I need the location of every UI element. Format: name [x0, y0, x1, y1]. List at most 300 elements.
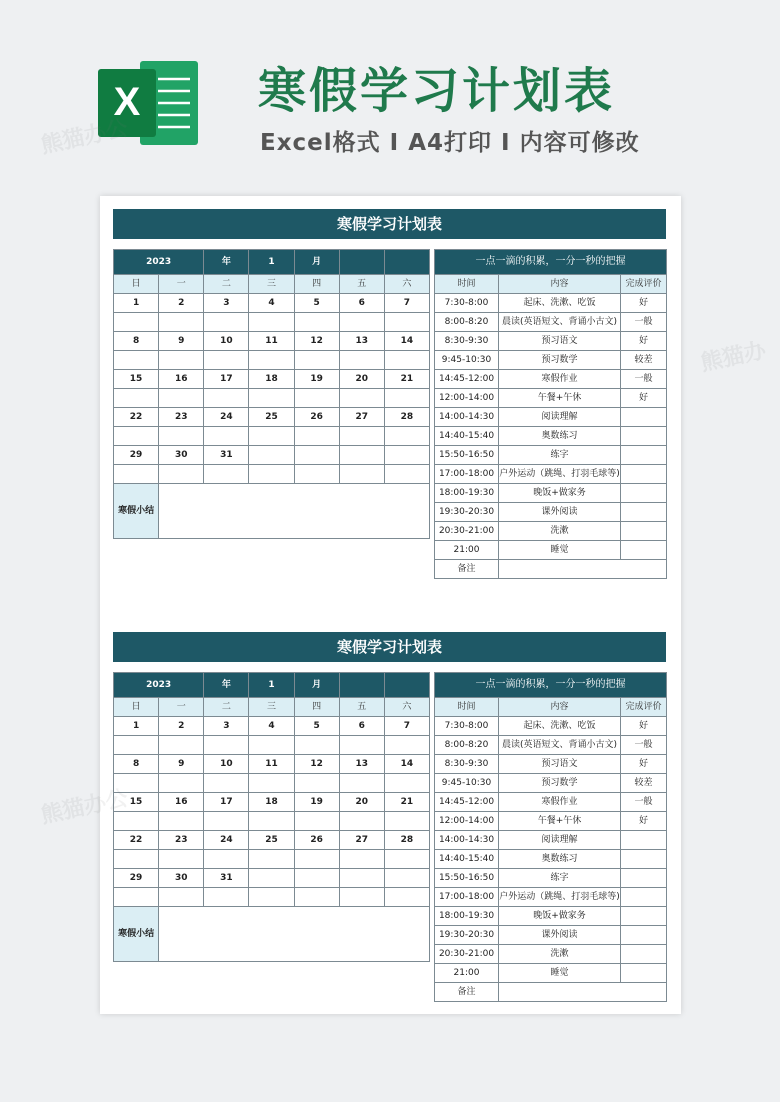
- weekday-cell: 日: [114, 698, 159, 717]
- schedule-row: [435, 313, 667, 332]
- evaluation-cell: 一般: [621, 736, 667, 755]
- evaluation-cell: [621, 850, 667, 869]
- blank-cell: [159, 389, 204, 408]
- blank-cell: [204, 465, 249, 484]
- date-row: [114, 370, 430, 389]
- date-cell: 20: [339, 793, 384, 812]
- blank-cell: [159, 465, 204, 484]
- activity-cell: 预习语文: [499, 332, 621, 351]
- date-cell: 25: [249, 408, 294, 427]
- time-cell: 15:50-16:50: [435, 446, 499, 465]
- blank-cell: [384, 465, 429, 484]
- blank-cell: [294, 774, 339, 793]
- time-cell: 21:00: [435, 541, 499, 560]
- date-cell: [384, 869, 429, 888]
- schedule-header-cell: 完成评价: [621, 275, 667, 294]
- blank-row: [114, 736, 430, 755]
- blank-cell: [249, 812, 294, 831]
- main-title: 寒假学习计划表: [258, 63, 616, 119]
- date-cell: 15: [114, 370, 159, 389]
- weekday-cell: 日: [114, 275, 159, 294]
- date-cell: 24: [204, 408, 249, 427]
- year-label: 年: [204, 673, 249, 698]
- blank-cell: [249, 774, 294, 793]
- month-label: 月: [294, 673, 339, 698]
- activity-cell: 练字: [499, 869, 621, 888]
- schedule-row: [435, 755, 667, 774]
- activity-cell: 寒假作业: [499, 370, 621, 389]
- evaluation-cell: 好: [621, 755, 667, 774]
- schedule-row: [435, 351, 667, 370]
- weekday-row: [114, 698, 430, 717]
- date-cell: 27: [339, 408, 384, 427]
- empty-cell: [384, 250, 429, 275]
- blank-cell: [294, 736, 339, 755]
- schedule-row: [435, 465, 667, 484]
- blank-cell: [114, 888, 159, 907]
- time-cell: 7:30-8:00: [435, 717, 499, 736]
- date-cell: [339, 446, 384, 465]
- blank-cell: [294, 427, 339, 446]
- schedule-row: [435, 888, 667, 907]
- evaluation-cell: 一般: [621, 370, 667, 389]
- date-cell: 5: [294, 717, 339, 736]
- blank-cell: [159, 888, 204, 907]
- date-cell: 28: [384, 408, 429, 427]
- page-header: [0, 0, 780, 190]
- evaluation-cell: [621, 541, 667, 560]
- date-cell: 10: [204, 755, 249, 774]
- schedule-row: [435, 427, 667, 446]
- blank-cell: [294, 888, 339, 907]
- blank-cell: [159, 774, 204, 793]
- date-cell: 7: [384, 294, 429, 313]
- weekday-cell: 一: [159, 698, 204, 717]
- blank-cell: [114, 736, 159, 755]
- evaluation-cell: [621, 408, 667, 427]
- schedule-row: [435, 945, 667, 964]
- blank-row: [114, 427, 430, 446]
- blank-cell: [159, 736, 204, 755]
- date-cell: 16: [159, 793, 204, 812]
- blank-cell: [114, 389, 159, 408]
- year-cell: 2023: [114, 250, 204, 275]
- date-row: [114, 869, 430, 888]
- blank-cell: [204, 812, 249, 831]
- time-cell: 9:45-10:30: [435, 774, 499, 793]
- evaluation-cell: 好: [621, 332, 667, 351]
- blank-cell: [339, 736, 384, 755]
- blank-cell: [339, 351, 384, 370]
- evaluation-cell: [621, 907, 667, 926]
- time-cell: 8:30-9:30: [435, 332, 499, 351]
- blank-cell: [339, 465, 384, 484]
- date-cell: 18: [249, 370, 294, 389]
- activity-cell: 起床、洗漱、吃饭: [499, 717, 621, 736]
- blank-row: [114, 774, 430, 793]
- time-cell: 15:50-16:50: [435, 869, 499, 888]
- time-cell: 8:00-8:20: [435, 736, 499, 755]
- month-cell: 1: [249, 250, 294, 275]
- evaluation-cell: 一般: [621, 793, 667, 812]
- date-row: [114, 717, 430, 736]
- activity-cell: 课外阅读: [499, 503, 621, 522]
- schedule-row: [435, 850, 667, 869]
- blank-cell: [249, 313, 294, 332]
- date-cell: 13: [339, 755, 384, 774]
- activity-cell: 课外阅读: [499, 926, 621, 945]
- time-cell: 12:00-14:00: [435, 812, 499, 831]
- date-cell: 8: [114, 332, 159, 351]
- evaluation-cell: [621, 503, 667, 522]
- blank-cell: [294, 351, 339, 370]
- blank-cell: [249, 351, 294, 370]
- note-content: [499, 983, 667, 1002]
- blank-cell: [204, 313, 249, 332]
- date-cell: 6: [339, 294, 384, 313]
- activity-cell: 晨读(英语短文、背诵小古文): [499, 313, 621, 332]
- blank-cell: [384, 812, 429, 831]
- date-cell: 7: [384, 717, 429, 736]
- schedule-row: [435, 793, 667, 812]
- blank-cell: [204, 736, 249, 755]
- schedule-row: [435, 774, 667, 793]
- evaluation-cell: [621, 484, 667, 503]
- note-row: [435, 983, 667, 1002]
- blank-cell: [294, 313, 339, 332]
- date-cell: [294, 869, 339, 888]
- date-cell: 30: [159, 869, 204, 888]
- blank-cell: [384, 774, 429, 793]
- date-cell: 17: [204, 793, 249, 812]
- evaluation-cell: [621, 427, 667, 446]
- watermark: 熊猫办: [698, 338, 769, 377]
- evaluation-cell: [621, 446, 667, 465]
- blank-cell: [339, 389, 384, 408]
- evaluation-cell: [621, 945, 667, 964]
- schedule-row: [435, 370, 667, 389]
- blank-cell: [384, 850, 429, 869]
- blank-cell: [384, 427, 429, 446]
- date-cell: 3: [204, 717, 249, 736]
- date-row: [114, 332, 430, 351]
- date-cell: 26: [294, 408, 339, 427]
- time-cell: 14:00-14:30: [435, 831, 499, 850]
- time-cell: 20:30-21:00: [435, 522, 499, 541]
- motto-row: [435, 250, 667, 275]
- blank-row: [114, 850, 430, 869]
- weekday-cell: 五: [339, 698, 384, 717]
- time-cell: 14:40-15:40: [435, 427, 499, 446]
- date-cell: 31: [204, 446, 249, 465]
- schedule-row: [435, 926, 667, 945]
- date-cell: 29: [114, 869, 159, 888]
- time-cell: 14:40-15:40: [435, 850, 499, 869]
- time-cell: 8:00-8:20: [435, 313, 499, 332]
- schedule-header-cell: 时间: [435, 698, 499, 717]
- subtitle: Excel格式 I A4打印 I 内容可修改: [260, 130, 640, 156]
- blank-cell: [114, 465, 159, 484]
- summary-row: [114, 484, 430, 539]
- schedule-row: [435, 869, 667, 888]
- blank-cell: [204, 389, 249, 408]
- time-cell: 20:30-21:00: [435, 945, 499, 964]
- note-label: 备注: [435, 560, 499, 579]
- date-cell: 15: [114, 793, 159, 812]
- summary-row: [114, 907, 430, 962]
- evaluation-cell: [621, 869, 667, 888]
- activity-cell: 户外运动（跳绳、打羽毛球等): [499, 888, 621, 907]
- svg-text:X: X: [113, 80, 141, 124]
- calendar-header-row: [114, 250, 430, 275]
- blank-row: [114, 351, 430, 370]
- watermark: 熊猫办公: [38, 116, 131, 159]
- calendar-table: [113, 249, 430, 539]
- blank-cell: [249, 888, 294, 907]
- activity-cell: 晨读(英语短文、背诵小古文): [499, 736, 621, 755]
- date-cell: 19: [294, 793, 339, 812]
- date-cell: 30: [159, 446, 204, 465]
- time-cell: 14:00-14:30: [435, 408, 499, 427]
- plan-block: [113, 209, 666, 605]
- date-cell: 11: [249, 755, 294, 774]
- date-cell: 16: [159, 370, 204, 389]
- evaluation-cell: [621, 926, 667, 945]
- date-cell: 11: [249, 332, 294, 351]
- blank-cell: [114, 774, 159, 793]
- empty-cell: [339, 250, 384, 275]
- watermark: 熊猫办公: [38, 786, 131, 829]
- month-cell: 1: [249, 673, 294, 698]
- date-row: [114, 294, 430, 313]
- date-cell: 9: [159, 332, 204, 351]
- time-cell: 19:30-20:30: [435, 926, 499, 945]
- date-cell: 24: [204, 831, 249, 850]
- blank-cell: [249, 427, 294, 446]
- schedule-row: [435, 522, 667, 541]
- date-cell: 23: [159, 408, 204, 427]
- empty-cell: [339, 673, 384, 698]
- date-cell: 10: [204, 332, 249, 351]
- activity-cell: 洗漱: [499, 945, 621, 964]
- date-cell: 22: [114, 831, 159, 850]
- activity-cell: 户外运动（跳绳、打羽毛球等): [499, 465, 621, 484]
- date-cell: 6: [339, 717, 384, 736]
- plan-title: 寒假学习计划表: [113, 632, 666, 662]
- blank-cell: [339, 427, 384, 446]
- evaluation-cell: 一般: [621, 313, 667, 332]
- blank-cell: [159, 427, 204, 446]
- blank-cell: [384, 888, 429, 907]
- activity-cell: 阅读理解: [499, 408, 621, 427]
- year-label: 年: [204, 250, 249, 275]
- date-cell: 14: [384, 755, 429, 774]
- date-cell: 21: [384, 793, 429, 812]
- activity-cell: 奥数练习: [499, 427, 621, 446]
- date-cell: [339, 869, 384, 888]
- blank-cell: [339, 888, 384, 907]
- blank-cell: [114, 351, 159, 370]
- time-cell: 18:00-19:30: [435, 907, 499, 926]
- calendar-header-row: [114, 673, 430, 698]
- blank-cell: [339, 313, 384, 332]
- evaluation-cell: [621, 831, 667, 850]
- calendar-table: [113, 672, 430, 962]
- schedule-header-row: [435, 698, 667, 717]
- blank-cell: [159, 850, 204, 869]
- date-cell: 21: [384, 370, 429, 389]
- schedule-row: [435, 446, 667, 465]
- date-row: [114, 755, 430, 774]
- activity-cell: 晚饭+做家务: [499, 484, 621, 503]
- evaluation-cell: [621, 888, 667, 907]
- date-cell: 25: [249, 831, 294, 850]
- date-cell: [249, 446, 294, 465]
- schedule-row: [435, 717, 667, 736]
- date-cell: 18: [249, 793, 294, 812]
- blank-row: [114, 389, 430, 408]
- date-cell: [249, 869, 294, 888]
- date-cell: 26: [294, 831, 339, 850]
- blank-cell: [114, 812, 159, 831]
- schedule-header-cell: 内容: [499, 698, 621, 717]
- blank-cell: [294, 850, 339, 869]
- schedule-row: [435, 503, 667, 522]
- date-cell: 3: [204, 294, 249, 313]
- activity-cell: 午餐+午休: [499, 812, 621, 831]
- weekday-cell: 四: [294, 275, 339, 294]
- evaluation-cell: 好: [621, 812, 667, 831]
- activity-cell: 寒假作业: [499, 793, 621, 812]
- blank-cell: [204, 850, 249, 869]
- blank-row: [114, 313, 430, 332]
- weekday-cell: 四: [294, 698, 339, 717]
- plan-block: [113, 632, 666, 1028]
- summary-label: 寒假小结: [114, 907, 159, 962]
- date-cell: 12: [294, 755, 339, 774]
- blank-cell: [339, 850, 384, 869]
- schedule-row: [435, 736, 667, 755]
- blank-cell: [114, 850, 159, 869]
- blank-row: [114, 465, 430, 484]
- activity-cell: 晚饭+做家务: [499, 907, 621, 926]
- date-cell: 19: [294, 370, 339, 389]
- evaluation-cell: 好: [621, 294, 667, 313]
- time-cell: 8:30-9:30: [435, 755, 499, 774]
- time-cell: 21:00: [435, 964, 499, 983]
- schedule-row: [435, 389, 667, 408]
- blank-cell: [159, 313, 204, 332]
- schedule-header-cell: 内容: [499, 275, 621, 294]
- date-row: [114, 446, 430, 465]
- schedule-row: [435, 831, 667, 850]
- time-cell: 19:30-20:30: [435, 503, 499, 522]
- month-label: 月: [294, 250, 339, 275]
- activity-cell: 睡觉: [499, 964, 621, 983]
- schedule-header-cell: 时间: [435, 275, 499, 294]
- date-cell: 4: [249, 717, 294, 736]
- weekday-cell: 一: [159, 275, 204, 294]
- date-cell: 1: [114, 294, 159, 313]
- weekday-cell: 五: [339, 275, 384, 294]
- evaluation-cell: 较差: [621, 351, 667, 370]
- date-cell: 5: [294, 294, 339, 313]
- weekday-cell: 二: [204, 275, 249, 294]
- summary-content: [159, 907, 430, 962]
- blank-cell: [249, 389, 294, 408]
- date-cell: 13: [339, 332, 384, 351]
- schedule-row: [435, 484, 667, 503]
- plan-title: 寒假学习计划表: [113, 209, 666, 239]
- time-cell: 12:00-14:00: [435, 389, 499, 408]
- schedule-row: [435, 332, 667, 351]
- schedule-row: [435, 541, 667, 560]
- blank-cell: [384, 351, 429, 370]
- note-row: [435, 560, 667, 579]
- date-cell: 14: [384, 332, 429, 351]
- blank-cell: [384, 736, 429, 755]
- blank-cell: [249, 850, 294, 869]
- evaluation-cell: [621, 522, 667, 541]
- motto-row: [435, 673, 667, 698]
- activity-cell: 午餐+午休: [499, 389, 621, 408]
- activity-cell: 预习数学: [499, 774, 621, 793]
- schedule-header-cell: 完成评价: [621, 698, 667, 717]
- schedule-row: [435, 408, 667, 427]
- time-cell: 14:45-12:00: [435, 370, 499, 389]
- date-cell: [384, 446, 429, 465]
- schedule-row: [435, 964, 667, 983]
- summary-label: 寒假小结: [114, 484, 159, 539]
- year-cell: 2023: [114, 673, 204, 698]
- blank-cell: [159, 812, 204, 831]
- blank-cell: [114, 427, 159, 446]
- note-content: [499, 560, 667, 579]
- evaluation-cell: [621, 964, 667, 983]
- weekday-cell: 三: [249, 275, 294, 294]
- blank-cell: [114, 313, 159, 332]
- blank-cell: [384, 389, 429, 408]
- weekday-cell: 三: [249, 698, 294, 717]
- note-label: 备注: [435, 983, 499, 1002]
- blank-cell: [294, 812, 339, 831]
- activity-cell: 起床、洗漱、吃饭: [499, 294, 621, 313]
- activity-cell: 练字: [499, 446, 621, 465]
- evaluation-cell: 较差: [621, 774, 667, 793]
- blank-cell: [249, 465, 294, 484]
- blank-row: [114, 888, 430, 907]
- date-cell: 17: [204, 370, 249, 389]
- blank-cell: [249, 736, 294, 755]
- blank-cell: [204, 351, 249, 370]
- schedule-row: [435, 907, 667, 926]
- empty-cell: [384, 673, 429, 698]
- weekday-cell: 六: [384, 275, 429, 294]
- date-cell: 4: [249, 294, 294, 313]
- date-row: [114, 408, 430, 427]
- blank-cell: [204, 888, 249, 907]
- weekday-row: [114, 275, 430, 294]
- evaluation-cell: 好: [621, 389, 667, 408]
- motto: 一点一滴的积累，一分一秒的把握: [435, 673, 667, 698]
- blank-cell: [384, 313, 429, 332]
- preview-sheet: [100, 196, 681, 1014]
- activity-cell: 预习数学: [499, 351, 621, 370]
- schedule-header-row: [435, 275, 667, 294]
- activity-cell: 阅读理解: [499, 831, 621, 850]
- time-cell: 17:00-18:00: [435, 888, 499, 907]
- activity-cell: 奥数练习: [499, 850, 621, 869]
